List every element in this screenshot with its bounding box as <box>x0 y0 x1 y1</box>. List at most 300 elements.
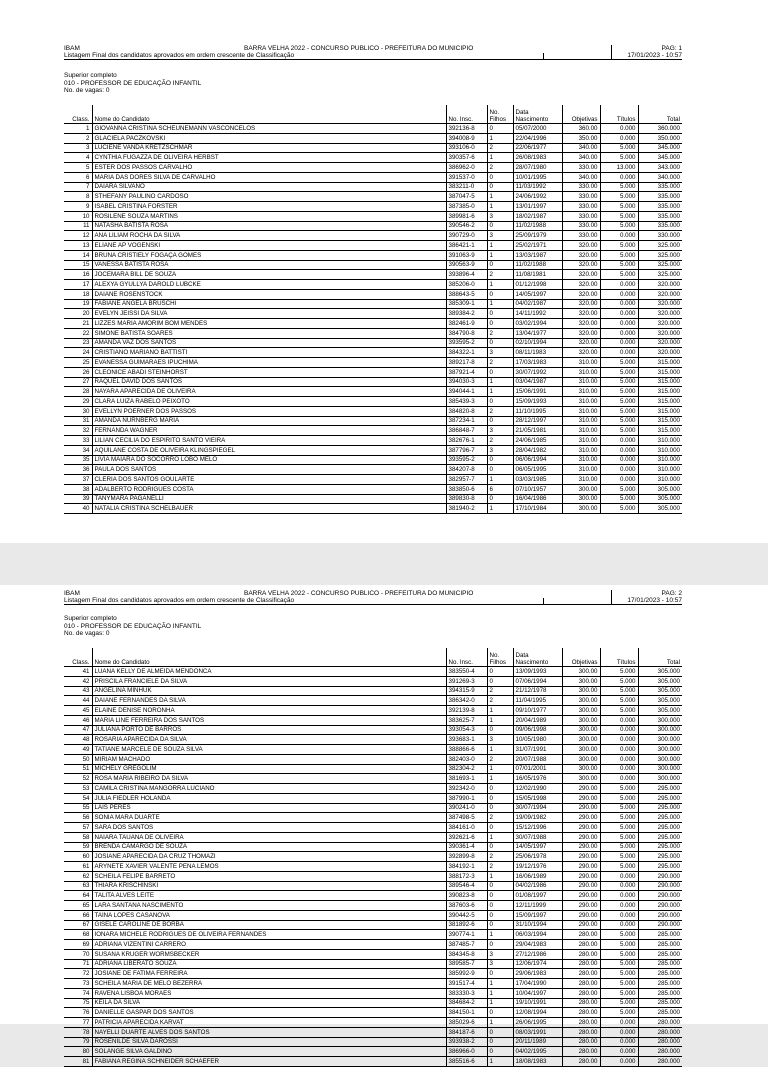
cell-class: 46 <box>64 715 92 725</box>
cell-obj: 300.00 <box>562 667 600 677</box>
cell-filhos: 3 <box>487 735 513 745</box>
cell-filhos: 1 <box>487 133 513 143</box>
cell-filhos: 0 <box>487 891 513 901</box>
cell-total: 335.000 <box>638 202 682 212</box>
cell-obj: 280.00 <box>562 979 600 989</box>
table-row <box>64 250 682 260</box>
cell-tit: 5.000 <box>600 143 638 153</box>
cell-filhos: 1 <box>487 706 513 716</box>
cell-nasc: 06/05/1995 <box>513 465 562 475</box>
cell-obj: 340.00 <box>562 143 600 153</box>
cell-tit: 5.000 <box>600 686 638 696</box>
cell-obj: 310.00 <box>562 426 600 436</box>
cell-total: 310.000 <box>638 436 682 446</box>
cell-class: 13 <box>64 241 92 251</box>
cell-total: 335.000 <box>638 221 682 231</box>
cell-class: 14 <box>64 250 92 260</box>
cell-name: AMANDA VAZ DOS SANTOS <box>92 338 446 348</box>
report-subtitle: Listagem Final dos candidatos aprovados em ordem crescente de Classificação <box>64 597 295 604</box>
table-row <box>64 793 682 803</box>
cell-class: 60 <box>64 852 92 862</box>
cell-class: 67 <box>64 920 92 930</box>
cell-name: ADRIANA VIZENTINI CARRERO <box>92 940 446 950</box>
cell-obj: 290.00 <box>562 803 600 813</box>
cell-nasc: 12/11/1999 <box>513 901 562 911</box>
cell-nasc: 22/06/1977 <box>513 143 562 153</box>
cell-name: ELIANE AP VOGENSKI <box>92 241 446 251</box>
cell-name: DANIELLE GASPAR DOS SANTOS <box>92 1008 446 1018</box>
cell-total: 345.000 <box>638 153 682 163</box>
cell-obj: 330.00 <box>562 202 600 212</box>
cell-total: 285.000 <box>638 979 682 989</box>
cell-total: 320.000 <box>638 289 682 299</box>
cell-filhos: 1 <box>487 998 513 1008</box>
table-row <box>64 998 682 1008</box>
cell-tit: 0.000 <box>600 871 638 881</box>
cell-obj: 310.00 <box>562 377 600 387</box>
cell-name: SOLANGE SILVA GALDINO <box>92 1047 446 1057</box>
cell-tit: 0.000 <box>600 124 638 134</box>
cell-total: 320.000 <box>638 280 682 290</box>
cell-nasc: 11/02/1988 <box>513 221 562 231</box>
cell-total: 305.000 <box>638 696 682 706</box>
table-row <box>64 696 682 706</box>
table-row <box>64 475 682 485</box>
cell-tit: 0.000 <box>600 231 638 241</box>
cell-name: CLEONICE ABADI STEINHORST <box>92 367 446 377</box>
cell-insc: 392621-6 <box>446 832 487 842</box>
header-divider <box>611 590 612 604</box>
cell-insc: 388866-6 <box>446 745 487 755</box>
cell-total: 305.000 <box>638 504 682 514</box>
cell-filhos: 1 <box>487 387 513 397</box>
cell-nasc: 28/04/1982 <box>513 445 562 455</box>
cell-total: 305.000 <box>638 484 682 494</box>
table-row <box>64 949 682 959</box>
cell-total: 325.000 <box>638 260 682 270</box>
table-row <box>64 445 682 455</box>
cell-obj: 340.00 <box>562 153 600 163</box>
education-level: Superior completo <box>64 615 117 622</box>
cell-total: 310.000 <box>638 455 682 465</box>
cell-insc: 383211-0 <box>446 182 487 192</box>
cell-tit: 5.000 <box>600 426 638 436</box>
cell-filhos: 1 <box>487 832 513 842</box>
cell-insc: 387498-5 <box>446 813 487 823</box>
cell-total: 285.000 <box>638 998 682 1008</box>
cell-tit: 0.000 <box>600 774 638 784</box>
cell-class: 81 <box>64 1057 92 1067</box>
cell-filhos: 2 <box>487 436 513 446</box>
cell-nasc: 01/12/1998 <box>513 280 562 290</box>
cell-tit: 5.000 <box>600 484 638 494</box>
cell-name: KEILA DA SILVA <box>92 998 446 1008</box>
table-row <box>64 784 682 794</box>
table-row <box>64 153 682 163</box>
table-row <box>64 367 682 377</box>
table-row <box>64 881 682 891</box>
cell-total: 300.000 <box>638 735 682 745</box>
cell-tit: 0.000 <box>600 715 638 725</box>
cell-tit: 5.000 <box>600 784 638 794</box>
cell-insc: 383550-4 <box>446 667 487 677</box>
cell-nasc: 14/05/1997 <box>513 289 562 299</box>
cell-total: 310.000 <box>638 475 682 485</box>
cell-obj: 300.00 <box>562 484 600 494</box>
cell-name: LILIAN CECILIA DO ESPIRITO SANTO VIEIRA <box>92 436 446 446</box>
cell-filhos: 2 <box>487 754 513 764</box>
table-row <box>64 930 682 940</box>
cell-insc: 382676-1 <box>446 436 487 446</box>
cell-tit: 0.000 <box>600 910 638 920</box>
cell-filhos: 1 <box>487 202 513 212</box>
cell-obj: 360.00 <box>562 124 600 134</box>
cell-name: CYNTHIA FUGAZZA DE OLIVEIRA HERBST <box>92 153 446 163</box>
cell-insc: 392136-8 <box>446 124 487 134</box>
report-subtitle: Listagem Final dos candidatos aprovados em ordem crescente de Classificação <box>64 52 295 59</box>
cell-name: MIRIAM MACHADO <box>92 754 446 764</box>
cell-insc: 387047-5 <box>446 192 487 202</box>
cell-tit: 0.000 <box>600 745 638 755</box>
cell-nasc: 10/04/1997 <box>513 988 562 998</box>
cell-name: CRISTIANO MARIANO BATTISTI <box>92 348 446 358</box>
cell-obj: 280.00 <box>562 930 600 940</box>
cell-tit: 0.000 <box>600 309 638 319</box>
cell-nasc: 14/05/1997 <box>513 842 562 852</box>
cell-name: JOSIANE DE FATIMA FERREIRA <box>92 969 446 979</box>
cell-insc: 390774-1 <box>446 930 487 940</box>
cell-tit: 5.000 <box>600 940 638 950</box>
cell-obj: 280.00 <box>562 969 600 979</box>
cell-class: 65 <box>64 901 92 911</box>
cell-class: 73 <box>64 979 92 989</box>
cell-name: CLARA LUIZA RABELO PEIXOTO <box>92 397 446 407</box>
cell-tit: 0.000 <box>600 1027 638 1037</box>
cell-class: 55 <box>64 803 92 813</box>
cell-total: 325.000 <box>638 250 682 260</box>
cell-name: AMANDA NURNBERG MARIA <box>92 416 446 426</box>
cell-filhos: 3 <box>487 211 513 221</box>
cell-class: 76 <box>64 1008 92 1018</box>
cell-total: 280.000 <box>638 1018 682 1028</box>
cell-total: 310.000 <box>638 445 682 455</box>
header-rule <box>64 59 682 60</box>
cell-total: 310.000 <box>638 465 682 475</box>
col-header-nasc: Data Nascimento <box>513 105 562 124</box>
cell-class: 8 <box>64 192 92 202</box>
cell-tit: 5.000 <box>600 260 638 270</box>
cell-name: SONIA MARA DUARTE <box>92 813 446 823</box>
cell-nasc: 11/03/1992 <box>513 182 562 192</box>
cell-total: 335.000 <box>638 192 682 202</box>
cell-tit: 5.000 <box>600 803 638 813</box>
cell-class: 5 <box>64 163 92 173</box>
cell-insc: 387603-6 <box>446 901 487 911</box>
cell-obj: 320.00 <box>562 319 600 329</box>
cell-tit: 0.000 <box>600 172 638 182</box>
table-row <box>64 852 682 862</box>
cell-total: 300.000 <box>638 754 682 764</box>
cell-class: 24 <box>64 348 92 358</box>
col-header-class: Class. <box>64 105 92 124</box>
cell-total: 315.000 <box>638 367 682 377</box>
cell-total: 290.000 <box>638 901 682 911</box>
cell-nasc: 29/06/1983 <box>513 969 562 979</box>
table-row <box>64 823 682 833</box>
cell-obj: 310.00 <box>562 455 600 465</box>
cell-nasc: 20/07/1988 <box>513 754 562 764</box>
cell-tit: 0.000 <box>600 465 638 475</box>
cell-total: 343.000 <box>638 163 682 173</box>
cell-insc: 394030-3 <box>446 377 487 387</box>
report-date: 17/01/2023 - 10:57 <box>627 52 682 59</box>
cell-filhos: 1 <box>487 504 513 514</box>
cell-obj: 290.00 <box>562 852 600 862</box>
cell-filhos: 1 <box>487 1018 513 1028</box>
cell-filhos: 2 <box>487 163 513 173</box>
cell-total: 320.000 <box>638 299 682 309</box>
cell-name: NAYARA APARECIDA DE OLIVEIRA <box>92 387 446 397</box>
cell-name: ELAINE DENISE NORONHA <box>92 706 446 716</box>
cell-name: NATALIA CRISTINA SCHELBAUER <box>92 504 446 514</box>
cell-insc: 393106-0 <box>446 143 487 153</box>
cell-insc: 389546-4 <box>446 881 487 891</box>
cell-insc: 390546-2 <box>446 221 487 231</box>
cell-obj: 330.00 <box>562 182 600 192</box>
cell-tit: 5.000 <box>600 842 638 852</box>
cell-filhos: 1 <box>487 280 513 290</box>
cell-insc: 394315-9 <box>446 686 487 696</box>
cell-tit: 5.000 <box>600 862 638 872</box>
cell-name: LIVIA MAIARA DO SOCORRO LOBO MELO <box>92 455 446 465</box>
cell-class: 3 <box>64 143 92 153</box>
cell-insc: 385992-9 <box>446 969 487 979</box>
cell-filhos: 0 <box>487 172 513 182</box>
document-page-2 <box>0 585 768 1065</box>
table-row <box>64 803 682 813</box>
cell-insc: 392342-0 <box>446 784 487 794</box>
col-header-obj: Objetivas <box>562 648 600 667</box>
cell-nasc: 16/05/1976 <box>513 774 562 784</box>
table-row <box>64 172 682 182</box>
cell-tit: 5.000 <box>600 696 638 706</box>
cell-tit: 0.000 <box>600 348 638 358</box>
cell-total: 300.000 <box>638 715 682 725</box>
cell-obj: 310.00 <box>562 445 600 455</box>
cell-filhos: 2 <box>487 813 513 823</box>
cell-filhos: 0 <box>487 124 513 134</box>
cell-total: 330.000 <box>638 231 682 241</box>
cell-insc: 384322-1 <box>446 348 487 358</box>
cell-total: 295.000 <box>638 803 682 813</box>
cell-class: 36 <box>64 465 92 475</box>
cell-tit: 5.000 <box>600 998 638 1008</box>
cell-class: 58 <box>64 832 92 842</box>
cell-total: 280.000 <box>638 1057 682 1067</box>
cell-nasc: 17/04/1990 <box>513 979 562 989</box>
cell-obj: 300.00 <box>562 774 600 784</box>
cell-class: 10 <box>64 211 92 221</box>
cell-nasc: 16/04/1986 <box>513 494 562 504</box>
cell-class: 27 <box>64 377 92 387</box>
cell-filhos: 0 <box>487 397 513 407</box>
cell-nasc: 21/12/1978 <box>513 686 562 696</box>
cell-obj: 310.00 <box>562 367 600 377</box>
cell-name: ADRIANA LIBERATO SOUZA <box>92 959 446 969</box>
cell-name: DAIANE FERNANDES DA SILVA <box>92 696 446 706</box>
cell-insc: 393595-2 <box>446 455 487 465</box>
cell-tit: 5.000 <box>600 706 638 716</box>
cell-nasc: 17/03/1983 <box>513 358 562 368</box>
cell-filhos: 0 <box>487 1008 513 1018</box>
cell-nasc: 12/06/1974 <box>513 959 562 969</box>
cell-filhos: 0 <box>487 494 513 504</box>
cell-obj: 280.00 <box>562 1057 600 1067</box>
cell-insc: 381892-6 <box>446 920 487 930</box>
cell-total: 280.000 <box>638 1027 682 1037</box>
cell-class: 71 <box>64 959 92 969</box>
table-row <box>64 270 682 280</box>
cell-name: THIARA KRISCHINSKI <box>92 881 446 891</box>
cell-name: LAIS PERES <box>92 803 446 813</box>
cell-class: 64 <box>64 891 92 901</box>
cell-obj: 300.00 <box>562 754 600 764</box>
cell-class: 33 <box>64 436 92 446</box>
cell-total: 295.000 <box>638 813 682 823</box>
cell-insc: 384150-1 <box>446 1008 487 1018</box>
cell-class: 29 <box>64 397 92 407</box>
role-name: 010 - PROFESSOR DE EDUCAÇÃO INFANTIL <box>64 622 202 630</box>
cell-nasc: 27/12/1986 <box>513 949 562 959</box>
cell-tit: 5.000 <box>600 241 638 251</box>
cell-filhos: 1 <box>487 715 513 725</box>
cell-tit: 0.000 <box>600 338 638 348</box>
cell-class: 20 <box>64 309 92 319</box>
table-row <box>64 406 682 416</box>
cell-obj: 280.00 <box>562 1018 600 1028</box>
cell-tit: 0.000 <box>600 445 638 455</box>
cell-name: GLACIELA PACZKOVSKI <box>92 133 446 143</box>
cell-nasc: 11/10/1995 <box>513 406 562 416</box>
cell-nasc: 10/05/1980 <box>513 735 562 745</box>
cell-tit: 5.000 <box>600 270 638 280</box>
table-row <box>64 735 682 745</box>
cell-nasc: 19/10/1991 <box>513 998 562 1008</box>
cell-nasc: 12/02/1990 <box>513 784 562 794</box>
cell-class: 32 <box>64 426 92 436</box>
table-row <box>64 1047 682 1057</box>
cell-filhos: 1 <box>487 377 513 387</box>
table-row <box>64 959 682 969</box>
cell-tit: 0.000 <box>600 1057 638 1067</box>
cell-obj: 320.00 <box>562 270 600 280</box>
cell-insc: 389981-6 <box>446 211 487 221</box>
cell-name: AQUILANE COSTA DE OLIVEIRA KLINGSPIEGEL <box>92 445 446 455</box>
cell-insc: 384192-1 <box>446 862 487 872</box>
cell-name: LUCIENE VANDA KRETZSCHMAR <box>92 143 446 153</box>
header-divider <box>611 45 612 59</box>
cell-obj: 300.00 <box>562 715 600 725</box>
cell-obj: 290.00 <box>562 871 600 881</box>
cell-total: 295.000 <box>638 842 682 852</box>
table-row <box>64 309 682 319</box>
cell-insc: 393683-1 <box>446 735 487 745</box>
cell-class: 61 <box>64 862 92 872</box>
cell-class: 7 <box>64 182 92 192</box>
cell-nasc: 30/07/1994 <box>513 803 562 813</box>
cell-name: ANGELINA MINHUK <box>92 686 446 696</box>
vacancies: No. de vagas: 0 <box>64 630 110 637</box>
cell-filhos: 1 <box>487 871 513 881</box>
cell-nasc: 03/03/1985 <box>513 475 562 485</box>
col-header-total: Total <box>638 105 682 124</box>
cell-nasc: 17/10/1984 <box>513 504 562 514</box>
cell-obj: 290.00 <box>562 813 600 823</box>
cell-filhos: 0 <box>487 842 513 852</box>
table-row <box>64 754 682 764</box>
cell-class: 15 <box>64 260 92 270</box>
col-header-insc: No. Insc. <box>446 648 487 667</box>
cell-obj: 300.00 <box>562 676 600 686</box>
cell-filhos: 0 <box>487 676 513 686</box>
cell-obj: 290.00 <box>562 901 600 911</box>
cell-class: 77 <box>64 1018 92 1028</box>
cell-name: ROSA MARIA RIBEIRO DA SILVA <box>92 774 446 784</box>
cell-name: ROSENILDE SILVA DAROSSI <box>92 1037 446 1047</box>
cell-filhos: 1 <box>487 745 513 755</box>
cell-name: GIOVANNA CRISTINA SCHEUNEMANN VASCONCELOS <box>92 124 446 134</box>
cell-filhos: 1 <box>487 930 513 940</box>
cell-total: 295.000 <box>638 784 682 794</box>
col-header-name: Nome do Candidato <box>92 648 446 667</box>
cell-class: 39 <box>64 494 92 504</box>
cell-filhos: 3 <box>487 231 513 241</box>
cell-insc: 384820-8 <box>446 406 487 416</box>
cell-nasc: 11/08/1981 <box>513 270 562 280</box>
cell-obj: 290.00 <box>562 920 600 930</box>
cell-tit: 5.000 <box>600 832 638 842</box>
cell-insc: 381940-2 <box>446 504 487 514</box>
cell-total: 320.000 <box>638 338 682 348</box>
cell-tit: 0.000 <box>600 901 638 911</box>
cell-class: 34 <box>64 445 92 455</box>
cell-class: 28 <box>64 387 92 397</box>
cell-nasc: 13/04/1977 <box>513 328 562 338</box>
cell-insc: 386848-7 <box>446 426 487 436</box>
cell-filhos: 3 <box>487 426 513 436</box>
vacancies: No. de vagas: 0 <box>64 87 110 94</box>
cell-total: 305.000 <box>638 686 682 696</box>
cell-class: 26 <box>64 367 92 377</box>
cell-total: 305.000 <box>638 667 682 677</box>
cell-total: 315.000 <box>638 397 682 407</box>
cell-obj: 330.00 <box>562 192 600 202</box>
cell-insc: 393938-2 <box>446 1037 487 1047</box>
cell-insc: 381693-1 <box>446 774 487 784</box>
cell-name: GISELE CAROLINE DE BORBA <box>92 920 446 930</box>
table-row <box>64 202 682 212</box>
cell-obj: 330.00 <box>562 163 600 173</box>
cell-tit: 0.000 <box>600 725 638 735</box>
cell-tit: 5.000 <box>600 202 638 212</box>
table-row <box>64 910 682 920</box>
table-row <box>64 260 682 270</box>
cell-nasc: 15/05/1998 <box>513 793 562 803</box>
cell-insc: 389384-2 <box>446 309 487 319</box>
cell-tit: 5.000 <box>600 211 638 221</box>
cell-filhos: 0 <box>487 881 513 891</box>
cell-obj: 320.00 <box>562 250 600 260</box>
